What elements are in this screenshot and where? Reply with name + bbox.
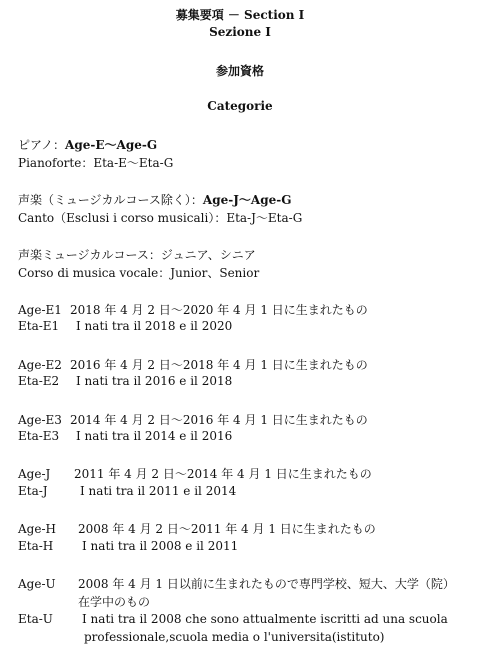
- age-code: Age-E3: [18, 413, 62, 427]
- age-group-h-it: [18, 539, 238, 553]
- category-label: 声楽（ミュージカルコース除く）：: [18, 193, 203, 207]
- age-range-text: 2008 年 4 月 2 日～2011 年 4 月 1 日に生まれたもの: [78, 522, 376, 536]
- category-piano-jp: [18, 136, 157, 153]
- age-code: Age-E2: [18, 358, 62, 372]
- category-piano-it: Pianoforte：Eta-E～Eta-G: [18, 156, 174, 170]
- category-range: Age-E～Age-G: [65, 138, 158, 152]
- age-code: Eta-J: [18, 484, 48, 498]
- age-group-e1-it: [18, 319, 232, 333]
- eligibility-heading: 参加資格: [215, 64, 264, 78]
- age-group-u-jp: [18, 575, 455, 592]
- age-range-text: I nati tra il 2018 e il 2020: [76, 319, 233, 333]
- age-group-e3-jp: [18, 411, 368, 428]
- page-subtitle: Sezione I: [209, 25, 271, 39]
- category-label: ピアノ：: [18, 138, 66, 152]
- age-code: Eta-E3: [18, 429, 60, 443]
- category-voice-jp: [18, 191, 291, 208]
- age-group-u-it-continued: professionale,scuola media o l'universita(istituto): [84, 630, 385, 644]
- category-voice-it: Canto（Esclusi i corso musicali）：Eta-J～Eta-G: [18, 211, 303, 225]
- age-group-e2-it: [18, 374, 232, 388]
- age-group-e3-it: [18, 429, 232, 443]
- age-code: Eta-E1: [18, 319, 60, 333]
- age-code: Age-U: [18, 577, 56, 591]
- age-code: Age-J: [18, 467, 51, 481]
- category-musical-it: Corso di musica vocale：Junior、Senior: [18, 266, 260, 280]
- age-range-text: I nati tra il 2016 e il 2018: [76, 374, 233, 388]
- age-code: Eta-U: [18, 612, 53, 626]
- age-range-text: I nati tra il 2008 che sono attualmente iscritti ad una scuola: [82, 612, 448, 626]
- age-code: Eta-E2: [18, 374, 60, 388]
- age-range-text: I nati tra il 2011 e il 2014: [80, 484, 237, 498]
- age-range-text: 2018 年 4 月 2 日～2020 年 4 月 1 日に生まれたもの: [70, 303, 368, 317]
- age-code: Age-H: [18, 522, 56, 536]
- age-group-h-jp: [18, 520, 376, 537]
- age-code: Eta-H: [18, 539, 54, 553]
- categories-heading: Categorie: [207, 99, 273, 113]
- age-range-text: 2016 年 4 月 2 日～2018 年 4 月 1 日に生まれたもの: [70, 358, 368, 372]
- age-group-j-it: [18, 484, 236, 498]
- age-range-text: I nati tra il 2008 e il 2011: [82, 539, 239, 553]
- age-range-text: 2011 年 4 月 2 日～2014 年 4 月 1 日に生まれたもの: [74, 467, 372, 481]
- age-range-text: 2008 年 4 月 1 日以前に生まれたもので専門学校、短大、大学（院）: [78, 577, 455, 591]
- age-group-e1-jp: [18, 301, 368, 318]
- age-group-u-it: [18, 612, 448, 626]
- age-group-e2-jp: [18, 356, 368, 373]
- age-group-u-jp-continued: 在学中のもの: [78, 595, 151, 609]
- age-range-text: 2014 年 4 月 2 日～2016 年 4 月 1 日に生まれたもの: [70, 413, 368, 427]
- age-group-j-jp: [18, 465, 372, 482]
- page-title: 募集要項 － Section I: [175, 8, 305, 22]
- age-range-text: I nati tra il 2014 e il 2016: [76, 429, 233, 443]
- category-range: Age-J～Age-G: [202, 193, 292, 207]
- category-musical-jp: 声楽ミュージカルコース：ジュニア、シニア: [18, 248, 256, 262]
- age-code: Age-E1: [18, 303, 62, 317]
